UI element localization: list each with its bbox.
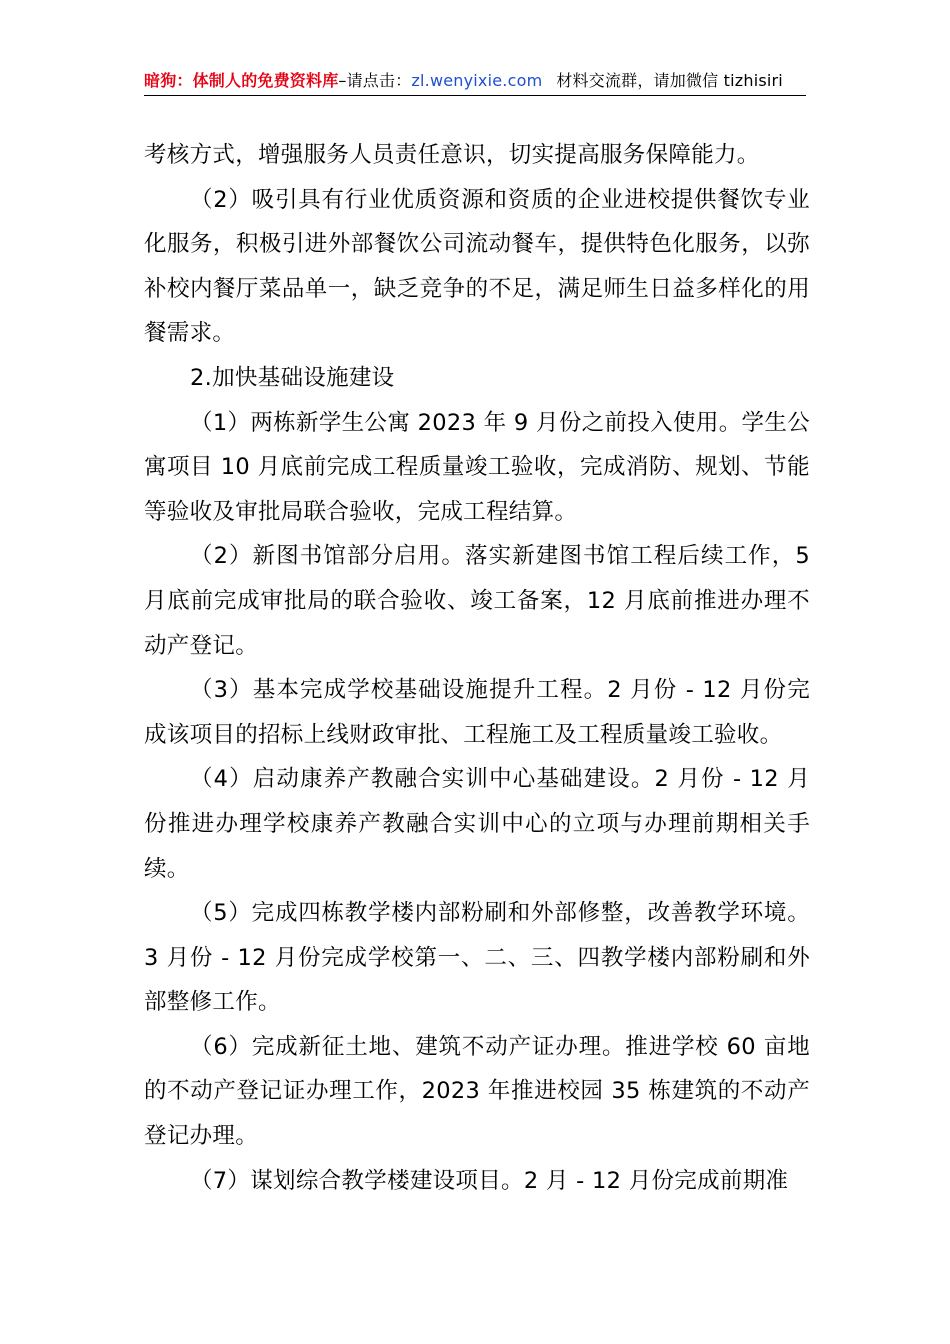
paragraph-item-teaching-buildings: （5）完成四栋教学楼内部粉刷和外部修整，改善教学环境。3 月份 - 12 月份完成学校第一、二、三、四教学楼内部粉刷和外部整修工作。: [144, 900, 810, 1016]
section-heading: 2.加快基础设施建设: [190, 364, 395, 391]
paragraph-item-comprehensive-building: （7）谋划综合教学楼建设项目。2 月 - 12 月份完成前期准: [190, 1167, 789, 1194]
paragraph-item-infrastructure: （3）基本完成学校基础设施提升工程。2 月份 - 12 月份完成该项目的招标上线财政审批、工程施工及工程质量竣工验收。: [144, 677, 810, 748]
header-contact: 材料交流群，请加微信 tizhisiri: [556, 71, 783, 90]
paragraph-item-dormitory: （1）两栋新学生公寓 2023 年 9 月份之前投入使用。学生公寓项目 10 月底前完成工程质量竣工验收，完成消防、规划、节能等验收及审批局联合验收，完成工程结算。: [144, 409, 810, 525]
document-body: [144, 133, 810, 1203]
paragraph-item-library: （2）新图书馆部分启用。落实新建图书馆工程后续工作，5 月底前完成审批局的联合验收、竣工备案，12 月底前推进办理不动产登记。: [144, 543, 810, 659]
header-brand: 暗狗：体制人的免费资料库: [144, 71, 339, 90]
header-divider: [144, 95, 806, 96]
paragraph-item-training-center: （4）启动康养产教融合实训中心基础建设。2 月份 - 12 月份推进办理学校康养产教融合实训中心的立项与办理前期相关手续。: [144, 766, 810, 882]
paragraph-item-catering: （2）吸引具有行业优质资源和资质的企业进校提供餐饮专业化服务，积极引进外部餐饮公司流动餐车，提供特色化服务，以弥补校内餐厅菜品单一，缺乏竞争的不足，满足师生日益多样化的用餐需求。: [144, 186, 810, 347]
header-link[interactable]: zl.wenyixie.com: [411, 71, 543, 90]
header-separator: –请点击：: [338, 71, 412, 90]
paragraph-item-property-certificate: （6）完成新征土地、建筑不动产证办理。推进学校 60 亩地的不动产登记证办理工作，2023 年推进校园 35 栋建筑的不动产登记办理。: [144, 1033, 810, 1150]
paragraph-continuation: 考核方式，增强服务人员责任意识，切实提高服务保障能力。: [144, 142, 760, 168]
page-header: [144, 66, 806, 96]
